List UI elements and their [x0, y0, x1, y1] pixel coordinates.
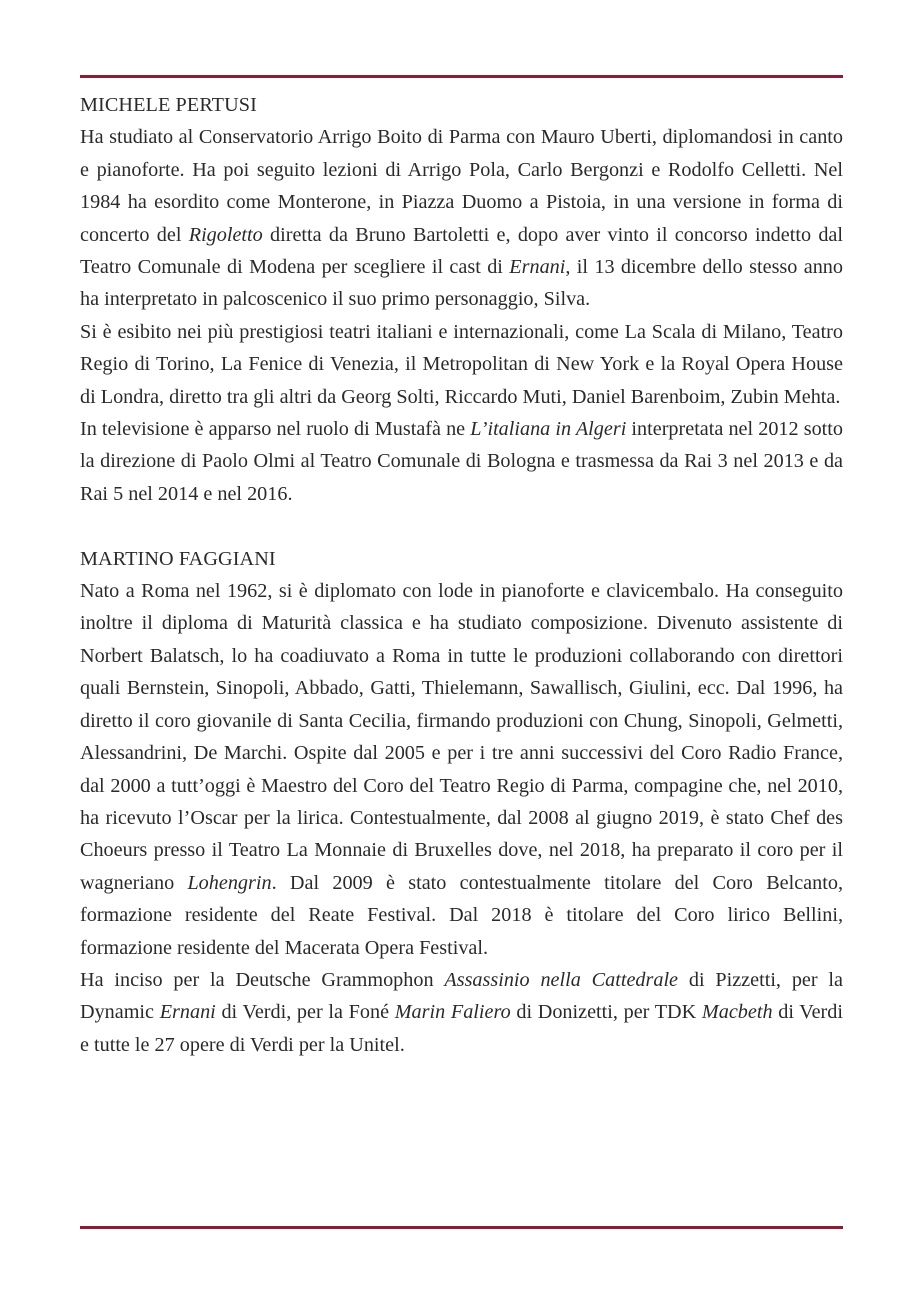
text-run: In televisione è apparso nel ruolo di Mustafà ne: [80, 418, 471, 441]
opera-title: Ernani: [159, 1001, 216, 1024]
opera-title: Ernani: [509, 256, 566, 279]
text-run: di Pizzetti, per la Dynamic: [80, 968, 843, 1024]
text-run: Ha studiato al Conservatorio Arrigo Boito di Parma con Mauro Uberti, diplomandosi in canto e pianoforte. Ha poi seguito lezioni di Arrigo Pola, Carlo Bergonzi e Rodolfo Celletti. Nel 1984 ha esordito come Monterone, in Piazza Duomo a Pistoia, in una versione in forma di concerto del: [80, 126, 843, 246]
paragraph: [80, 121, 843, 315]
paragraph: [80, 575, 843, 964]
opera-title: Assassinio nella Cattedrale: [444, 968, 679, 991]
text-run: Ha inciso per la Deutsche Grammophon: [80, 968, 445, 991]
paragraph: [80, 964, 843, 1061]
section-heading: MICHELE PERTUSI: [80, 94, 257, 116]
opera-title: Marin Faliero: [394, 1001, 511, 1024]
text-run: di Donizetti, per TDK: [510, 1001, 702, 1024]
paragraph: Si è esibito nei più prestigiosi teatri italiani e internazionali, come La Scala di Milano, Teatro Regio di Torino, La Fenice di Venezia, il Metropolitan di New York e la Royal Opera House di Londra, diretto tra gli altri da Georg Solti, Riccardo Muti, Daniel Barenboim, Zubin Mehta.: [80, 320, 843, 408]
paragraph: [80, 413, 843, 510]
text-run: di Verdi, per la Foné: [215, 1001, 395, 1024]
text-run: . Dal 2009 è stato contestualmente titolare del Coro Belcanto, formazione residente del Reate Festival. Dal 2018 è titolare del Coro lirico Bellini, formazione residente del Macerata Opera Festival.: [80, 871, 843, 959]
top-divider: [80, 75, 843, 78]
opera-title: Macbeth: [701, 1001, 773, 1024]
text-run: , il 13 dicembre dello stesso anno ha interpretato in palcoscenico il suo primo personaggio, Silva.: [80, 256, 843, 311]
opera-title: Lohengrin: [187, 871, 272, 894]
text-run: di Verdi e tutte le 27 opere di Verdi per la Unitel.: [80, 1001, 843, 1056]
text-run: interpretata nel 2012 sotto la direzione di Paolo Olmi al Teatro Comunale di Bologna e trasmessa da Rai 3 nel 2013 e da Rai 5 nel 2014 e nel 2016.: [80, 418, 843, 505]
text-run: Nato a Roma nel 1962, si è diplomato con lode in pianoforte e clavicembalo. Ha conseguito inoltre il diploma di Maturità classica e ha studiato composizione. Divenuto assistente di Norbert Balatsch, lo ha coadiuvato a Roma in tutte le produzioni collaborando con direttori quali Bernstein, Sinopoli, Abbado, Gatti, Thielemann, Sawallisch, Giulini, ecc. Dal 1996, ha diretto il coro giovanile di Santa Cecilia, firmando produzioni con Chung, Sinopoli, Gelmetti, Alessandrini, De Marchi. Ospite dal 2005 e per i tre anni successivi del Coro Radio France, dal 2000 a tutt’oggi è Maestro del Coro del Teatro Regio di Parma, compagine che, nel 2010, ha ricevuto l’Oscar per la lirica. Contestualmente, dal 2008 al giugno 2019, è stato Chef des Choeurs presso il Teatro La Monnaie di Bruxelles dove, nel 2018, ha preparato il coro per il wagneriano: [80, 580, 843, 894]
bottom-divider: [80, 1226, 843, 1229]
page-content: [80, 89, 843, 1061]
opera-title: Rigoletto: [188, 223, 263, 246]
biography-faggiani: [80, 543, 843, 1062]
biography-pertusi: [80, 89, 843, 510]
section-heading: MARTINO FAGGIANI: [80, 547, 276, 570]
opera-title: L’italiana in Algeri: [470, 418, 627, 441]
text-run: diretta da Bruno Bartoletti e, dopo aver vinto il concorso indetto dal Teatro Comunale di Modena per scegliere il cast di: [80, 223, 843, 279]
